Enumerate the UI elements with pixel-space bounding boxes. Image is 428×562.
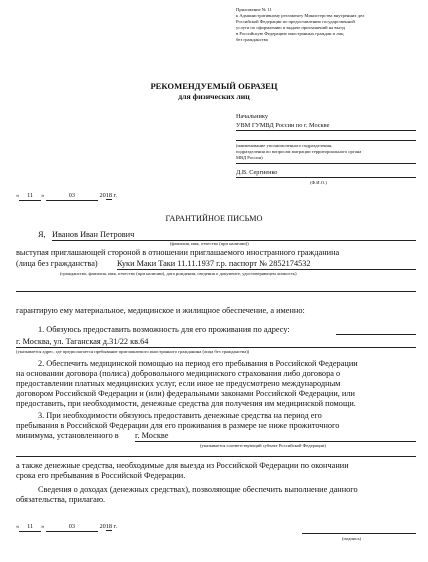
inviter-line1: выступая приглашающей стороной в отношении приглашаемого иностранного гражданина [16, 248, 340, 257]
letter-title: ГАРАНТИЙНОЕ ПИСЬМО [165, 214, 263, 223]
item3-line3-prefix: минимума, установленного в [16, 431, 119, 440]
item1-blank-line [336, 334, 416, 335]
appendix-line: Российской Федерации по предоставлению государственной [236, 19, 355, 24]
date-top-month: 03 [46, 192, 98, 201]
date-bottom-month: 03 [46, 523, 98, 532]
item3-line: пребывания в Российской Федерации для его проживания в размере не ниже прожиточного [16, 421, 340, 430]
date-bottom-year-prefix: 20 [99, 523, 106, 530]
date-bottom: « 11 » 03 2018 г. [16, 523, 118, 530]
addressee-blank-line [236, 163, 416, 164]
inviter-guest: Куки Маки Таки 11.11.1937 г.р. паспорт № 2852174532 [117, 259, 416, 270]
fio-caption: (Ф.И.О.) [310, 180, 327, 185]
item3-after: срока его пребывания в Российской Федерации. [16, 471, 186, 480]
inviter-caption: (фамилия, имя, отчество (при наличии)) [170, 241, 249, 246]
blank-line [16, 291, 416, 292]
date-top: « 11 » 03 2018 г. [16, 192, 118, 199]
signature-line [302, 533, 416, 534]
addressee-caption: МВД России) [236, 155, 263, 160]
appendix-line: без гражданства [236, 37, 268, 42]
item1-caption: (указывается адрес, где предполагается пребывание приглашаемого иностранного гражданина (лица без гражданства)) [16, 349, 250, 354]
item2-line: договором Российской Федерации и (или) федеральными законами Российской Федерации, или [16, 389, 355, 398]
inviter-line2-prefix: (лица без гражданства) [16, 259, 98, 268]
income-line: обязательства, прилагаю. [16, 495, 106, 504]
item2-line: 2. Обеспечить медицинской помощью на период его пребывания в Российской Федерации [38, 359, 358, 368]
item1-text: 1. Обязуюсь предоставить возможность для его проживания по адресу: [38, 325, 290, 334]
date-bottom-suffix: г. [113, 523, 118, 530]
blank-line [16, 456, 416, 457]
item3-region: г. Москве [135, 431, 416, 442]
date-bottom-day: 11 [19, 523, 41, 532]
item1-address: г. Москва, ул. Таганская д.31/22 кв.64 [16, 337, 416, 348]
guarantee-text: гарантирую ему материальное, медицинское и жилищное обеспечение, а именно: [16, 306, 305, 315]
appendix-line: в Российскую Федерацию иностранных граждан и лиц [236, 31, 344, 36]
appendix-line: к Административному регламенту Министерства внутренних дел [236, 13, 365, 18]
addressee-caption: (наименование уполномоченного подразделения, [236, 143, 333, 148]
signature-caption: (подпись) [342, 536, 362, 541]
item3-line: 3. При необходимости обязуюсь предоставить денежные средства на период его [38, 411, 322, 420]
income-line: Сведения о доходах (денежных средствах), позволяющие обеспечить выполнение данного [38, 485, 358, 494]
item3-caption: (указывается соответствующий субъект Российской Федерации) [200, 443, 326, 448]
inviter-prefix: Я, [38, 230, 46, 239]
date-top-year-prefix: 20 [99, 192, 106, 199]
appendix-line: услуги по оформлению и выдаче приглашений на въезд [236, 25, 345, 30]
addressee-fio: Д.В. Сергиенко [236, 169, 416, 178]
form-subtitle: для физических лиц [178, 92, 250, 101]
item2-line: предоставлении платных медицинских услуг, если иное не предусмотрено международным [16, 379, 341, 388]
form-title: РЕКОМЕНДУЕМЫЙ ОБРАЗЕЦ [150, 81, 278, 91]
date-top-day: 11 [19, 192, 41, 201]
date-top-year: 18 [105, 192, 113, 199]
addressee-blank-line [236, 140, 416, 141]
addressee-caption: подразделения по вопросам миграции территориального органа [236, 149, 362, 154]
date-top-suffix: г. [113, 192, 118, 199]
item2-line: на основании договора (полиса) добровольного медицинского страхования либо договора о [16, 369, 341, 378]
item2-line: предоставить, при необходимости, денежные средства для получения им медицинской помощи. [16, 399, 356, 408]
inviter-name: Иванов Иван Петрович [52, 230, 416, 241]
appendix-line: Приложение № 11 [236, 7, 272, 12]
addressee-value: УВМ ГУМВД России по г. Москве [236, 122, 416, 131]
addressee-label: Начальнику [236, 113, 268, 120]
item3-after: а также денежные средства, необходимые для выезда из Российской Федерации по окончании [16, 461, 349, 470]
inviter-caption2: (гражданство, фамилия, имя, отчество (при наличии), дата рождения, сведения о документе, удостоверяющем личность) [60, 271, 297, 276]
date-bottom-year: 18 [105, 523, 113, 530]
